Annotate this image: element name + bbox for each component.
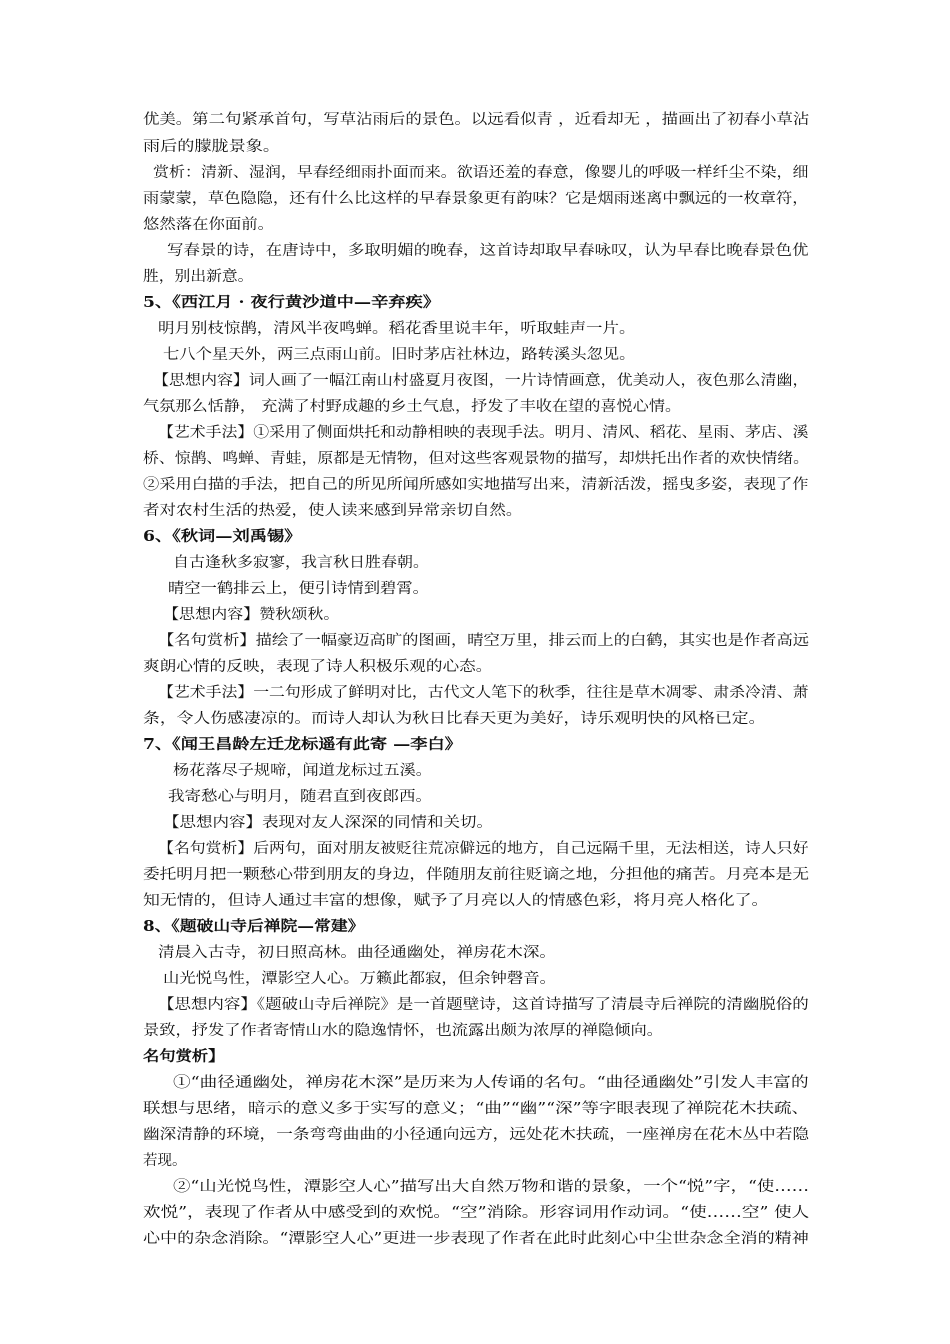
text-line: 【思想内容】赞秋颂秋。 — [163, 607, 340, 623]
text-line: 欢悦”，表现了作者从中感受到的欢悦。“空”消除。形容词用作动词。“使……空” 使人 — [143, 1205, 810, 1221]
text-line: 晴空一鹤排云上，便引诗情到碧霄。 — [168, 581, 429, 597]
text-line: ②采用白描的手法，把自己的所见所闻所感如实地描写出来，清新活泼，摇曳多姿，表现了作 — [143, 477, 809, 493]
text-line: 明月别枝惊鹊，清风半夜鸣蝉。稻花香里说丰年，听取蛙声一片。 — [158, 321, 636, 337]
text-line: 者对农村生活的热爱，使人读来感到异常亲切自然。 — [143, 503, 523, 519]
text-line: 爽朗心情的反映，表现了诗人积极乐观的心态。 — [143, 659, 493, 675]
text-line: 【思想内容】表现对友人深深的同情和关切。 — [163, 815, 493, 831]
text-line: 雨蒙蒙，草色隐隐，还有什么比这样的早春景象更有韵味？它是烟雨迷离中飘远的一枚章符， — [143, 191, 809, 207]
text-line: 心中的杂念消除。“潭影空人心”更进一步表现了作者在此时此刻心中尘世杂念全消的精神 — [143, 1231, 809, 1247]
text-line: 悠然落在你面前。 — [143, 217, 274, 233]
text-line: 胜，别出新意。 — [143, 269, 254, 285]
text-line: 【艺术手法】一二句形成了鲜明对比，古代文人笔下的秋季，往往是草木凋零、肃杀冷清、萧 — [158, 685, 809, 701]
section-heading: 名句赏析】 — [143, 1048, 225, 1065]
text-line: 幽深清静的环境，一条弯弯曲曲的小径通向远方，远处花木扶疏，一座禅房在花木丛中若隐 — [143, 1127, 809, 1143]
text-line: 若现。 — [143, 1153, 187, 1169]
text-line: 清晨入古寺，初日照高林。曲径通幽处，禅房花木深。 — [158, 945, 556, 961]
text-line: 赏析：清新、湿润，早春经细雨扑面而来。欲语还羞的春意，像婴儿的呼吸一样纤尘不染，细 — [153, 165, 809, 181]
text-line: 雨后的朦胧景象。 — [143, 139, 280, 155]
text-line: 自古逢秋多寂寥，我言秋日胜春朝。 — [173, 555, 429, 571]
text-line: 杨花落尽子规啼，闻道龙标过五溪。 — [173, 763, 432, 779]
text-line: 写春景的诗，在唐诗中，多取明媚的晚春，这首诗却取早春咏叹，认为早春比晚春景色优 — [167, 243, 809, 259]
section-heading: 6、《秋词—刘禹锡》 — [143, 528, 302, 545]
text-line: 气氛那么恬静， 充满了村野成趣的乡土气息，抒发了丰收在望的喜悦心情。 — [143, 399, 682, 415]
text-line: 知无情的，但诗人通过丰富的想像，赋予了月亮以人的情感色彩，将月亮人格化了。 — [143, 893, 769, 909]
text-line: 桥、惊鹊、鸣蝉、青蛙，原都是无情物，但对这些客观景物的描写，却烘托出作者的欢快情绪。 — [143, 451, 809, 467]
text-line: 【思想内容】《题破山寺后禅院》是一首题壁诗，这首诗描写了清晨寺后禅院的清幽脱俗的 — [158, 997, 809, 1013]
text-line: 山光悦鸟性，潭影空人心。万籁此都寂，但余钟磬音。 — [163, 971, 556, 987]
text-line: 【艺术手法】①采用了侧面烘托和动静相映的表现手法。明月、清风、稻花、星雨、茅店、溪 — [158, 425, 809, 441]
section-heading: 7、《闻王昌龄左迁龙标遥有此寄 —李白》 — [143, 736, 462, 753]
text-line: 七八个星天外，两三点雨山前。旧时茅店社林边，路转溪头忽见。 — [163, 347, 636, 363]
text-line: 优美。第二句紧承首句，写草沾雨后的景色。以远看似青 ，近看却无 ，描画出了初春小草沾 — [143, 112, 810, 128]
text-line: 【思想内容】词人画了一幅江南山村盛夏月夜图，一片诗情画意，优美动人，夜色那么清幽， — [153, 373, 809, 389]
text-line: ①“曲径通幽处，禅房花木深”是历来为人传诵的名句。“曲径通幽处”引发人丰富的 — [173, 1075, 809, 1091]
section-heading: 5、《西江月 · 夜行黄沙道中—辛弃疾》 — [143, 294, 440, 311]
text-line: 【名句赏析】描绘了一幅豪迈高旷的图画，晴空万里，排云而上的白鹤，其实也是作者高远 — [158, 633, 809, 649]
text-line: 条，令人伤感凄凉的。而诗人却认为秋日比春天更为美好，诗乐观明快的风格已定。 — [143, 711, 766, 727]
section-heading: 8、《题破山寺后禅院—常建》 — [143, 918, 365, 935]
text-line: 【名句赏析】后两句，面对朋友被贬往荒凉僻远的地方，自己远隔千里，无法相送，诗人只好 — [158, 841, 809, 857]
text-line: ②“山光悦鸟性，潭影空人心”描写出大自然万物和谐的景象，一个“悦”字，“使…… — [173, 1179, 810, 1195]
text-line: 我寄愁心与明月，随君直到夜郎西。 — [168, 789, 432, 805]
text-line: 景致，抒发了作者寄情山水的隐逸情怀，也流露出颇为浓厚的禅隐倾向。 — [143, 1023, 663, 1039]
text-line: 委托明月把一颗愁心带到朋友的身边，伴随朋友前往贬谪之地，分担他的痛苦。月亮本是无 — [143, 867, 809, 883]
text-line: 联想与思绪，暗示的意义多于实写的意义；“曲”“幽”“深”等字眼表现了禅院花木扶疏、 — [143, 1101, 809, 1117]
